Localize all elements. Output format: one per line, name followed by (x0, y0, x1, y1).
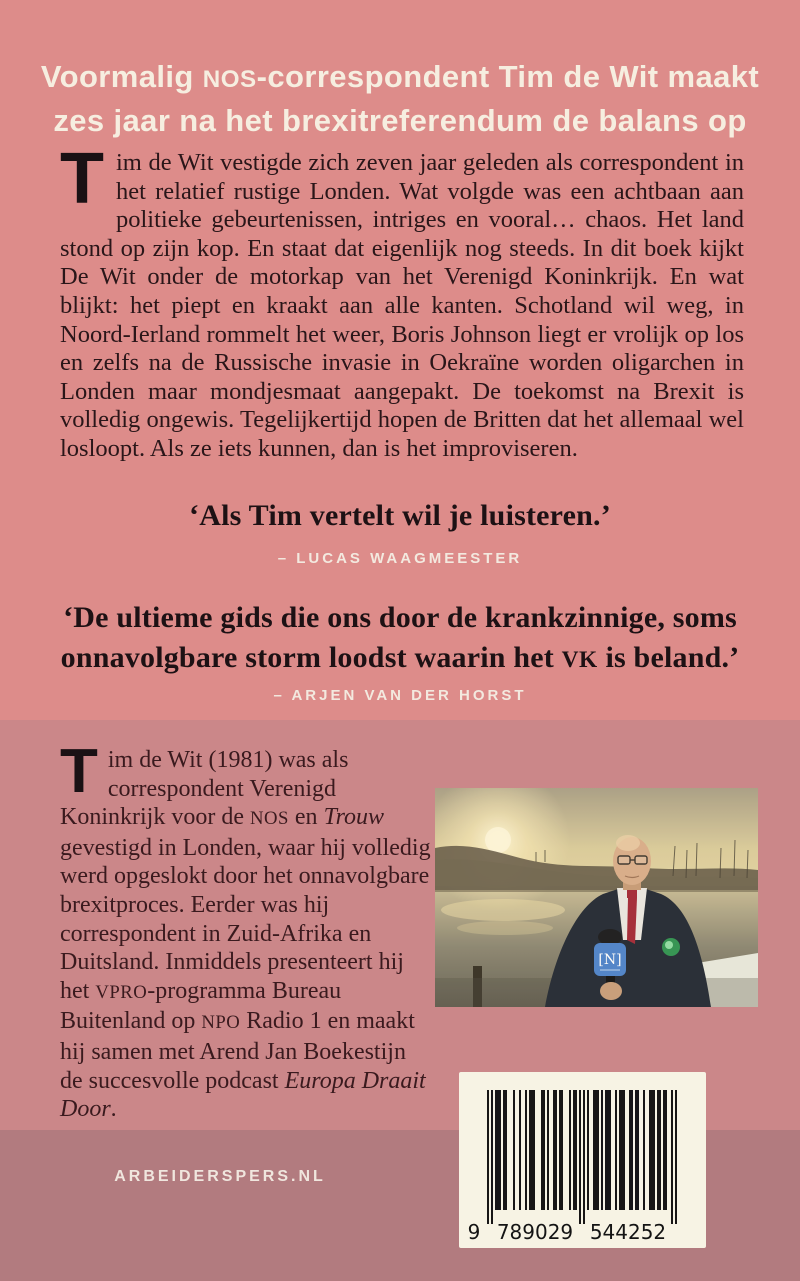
headline-line1-post: -correspondent Tim de Wit maakt (256, 59, 760, 94)
barcode-bar (543, 1090, 545, 1210)
bio-vpro-smallcaps: VPRO (95, 981, 148, 1003)
barcode-bar (671, 1090, 673, 1224)
bio-dropcap: T (60, 737, 98, 806)
barcode-bar (513, 1090, 515, 1210)
barcode-bar (569, 1090, 571, 1210)
photo-warm-haze (435, 788, 758, 1007)
barcode-bar (665, 1090, 667, 1210)
barcode-label (459, 1072, 706, 1248)
barcode-bar (555, 1090, 557, 1210)
bio-text: gevestigd in Londen, waar hij volledig werd opgeslokt door het onnavolgbare brexitproces. Eerder was hij correspondent in Zuid-Afrika en Duitsland. Inmiddels presenteert hij het (60, 834, 431, 1004)
quote-2-line1: ‘De ultieme gids die ons door de krankzinnige, soms (63, 601, 737, 634)
barcode-bar (533, 1090, 535, 1210)
quote-2-line2 (0, 638, 800, 680)
author-photo-illustration (435, 788, 758, 1007)
barcode-bar (587, 1090, 589, 1210)
quote-2-vk-smallcaps: VK (561, 647, 598, 673)
barcode-bar (609, 1090, 611, 1210)
quote-1: ‘Als Tim vertelt wil je luisteren.’ (189, 499, 611, 532)
headline-line1-pre: Voormalig (40, 59, 203, 94)
bio-trouw-italic: Trouw (323, 804, 385, 831)
barcode-bar (597, 1090, 599, 1210)
barcode-bar (631, 1090, 633, 1210)
barcode-bar (579, 1090, 581, 1224)
barcode-bar (499, 1090, 501, 1210)
bio-text: en (288, 804, 324, 831)
bio-text: -programma Bureau Buitenland op (60, 977, 342, 1035)
synopsis-paragraph (60, 139, 744, 464)
author-photo (435, 788, 758, 1007)
barcode-bars (487, 1090, 677, 1224)
barcode-digit-lead: 9 (467, 1220, 481, 1244)
barcode-bar (547, 1090, 549, 1210)
quote-2-line2-pre: onnavolgbare storm loodst waarin het (60, 641, 562, 674)
synopsis-text: im de Wit vestigde zich zeven jaar geleden als correspondent in het relatief rustige Londen. Wat volgde was een achtbaan aan politieke gebeurtenissen, intriges en vooral… chaos. Het land stond op zijn kop. En staat dat eigenlijk nog steeds. In dit boek kijkt De Wit onder de motorkap van het Verenigd Koninkrijk. En wat blijkt: het piept en kraakt aan alle kanten. Schotland wil weg, in Noord-Ierland rommelt het weer, Boris Johnson liegt er vrolijk op los en zelfs na de Russische invasie in Oekraïne worden oligarchen in Londen maar mondjesmaat aangepakt. De toekomst na Brexit is volledig ongewis. Tegelijkertijd hopen de Britten dat het allemaal wel losloopt. Als ze iets kunnen, dan is het improviseren. (60, 149, 744, 462)
barcode-digits (459, 1220, 706, 1244)
bio-podcast-italic: Europa Draait Door (60, 1067, 426, 1123)
synopsis-dropcap: T (60, 139, 104, 219)
barcode-bar (487, 1090, 489, 1224)
headline-nos-smallcaps: NOS (202, 66, 257, 93)
quote-2-line2-post: is beland.’ (597, 641, 740, 674)
microphone-flag-label: [N] (598, 952, 622, 968)
bio-npo-smallcaps: NPO (201, 1012, 241, 1034)
bio-text: im de Wit (1981) was als correspondent Verenigd Koninkrijk voor de (60, 747, 349, 831)
barcode-bar (653, 1090, 655, 1210)
bio-paragraph (60, 737, 434, 1124)
barcode-bar (659, 1090, 661, 1210)
barcode-bar (505, 1090, 507, 1210)
barcode-bar (575, 1090, 577, 1210)
barcode-bar (615, 1090, 617, 1210)
barcode-bar (491, 1090, 493, 1224)
bio-nos-smallcaps: NOS (249, 808, 289, 830)
bio-text: . (110, 1096, 117, 1123)
barcode-bar (643, 1090, 645, 1210)
quote-2 (0, 598, 800, 680)
quote-2-attribution: – ARJEN VAN DER HORST (273, 687, 527, 704)
barcode-bar (637, 1090, 639, 1210)
quote-1-attribution: – LUCAS WAAGMEESTER (277, 550, 523, 567)
barcode-bar (519, 1090, 521, 1210)
headline-line2: zes jaar na het brexitreferendum de balans op (53, 103, 747, 138)
barcode-bar (675, 1090, 677, 1224)
barcode-bar (561, 1090, 563, 1210)
barcode-bar (623, 1090, 625, 1210)
headline-line1 (0, 56, 800, 100)
barcode-digit-group1: 789029 (496, 1220, 574, 1244)
headline (0, 56, 800, 141)
publisher-site: ARBEIDERSPERS.NL (114, 1168, 326, 1185)
bio-text: Radio 1 en maakt hij samen met Arend Jan Boekestijn de succesvolle podcast (60, 1008, 415, 1094)
barcode-digit-group2: 544252 (589, 1220, 667, 1244)
barcode-bar (583, 1090, 585, 1224)
barcode-bar (601, 1090, 603, 1210)
barcode-bar (525, 1090, 527, 1210)
